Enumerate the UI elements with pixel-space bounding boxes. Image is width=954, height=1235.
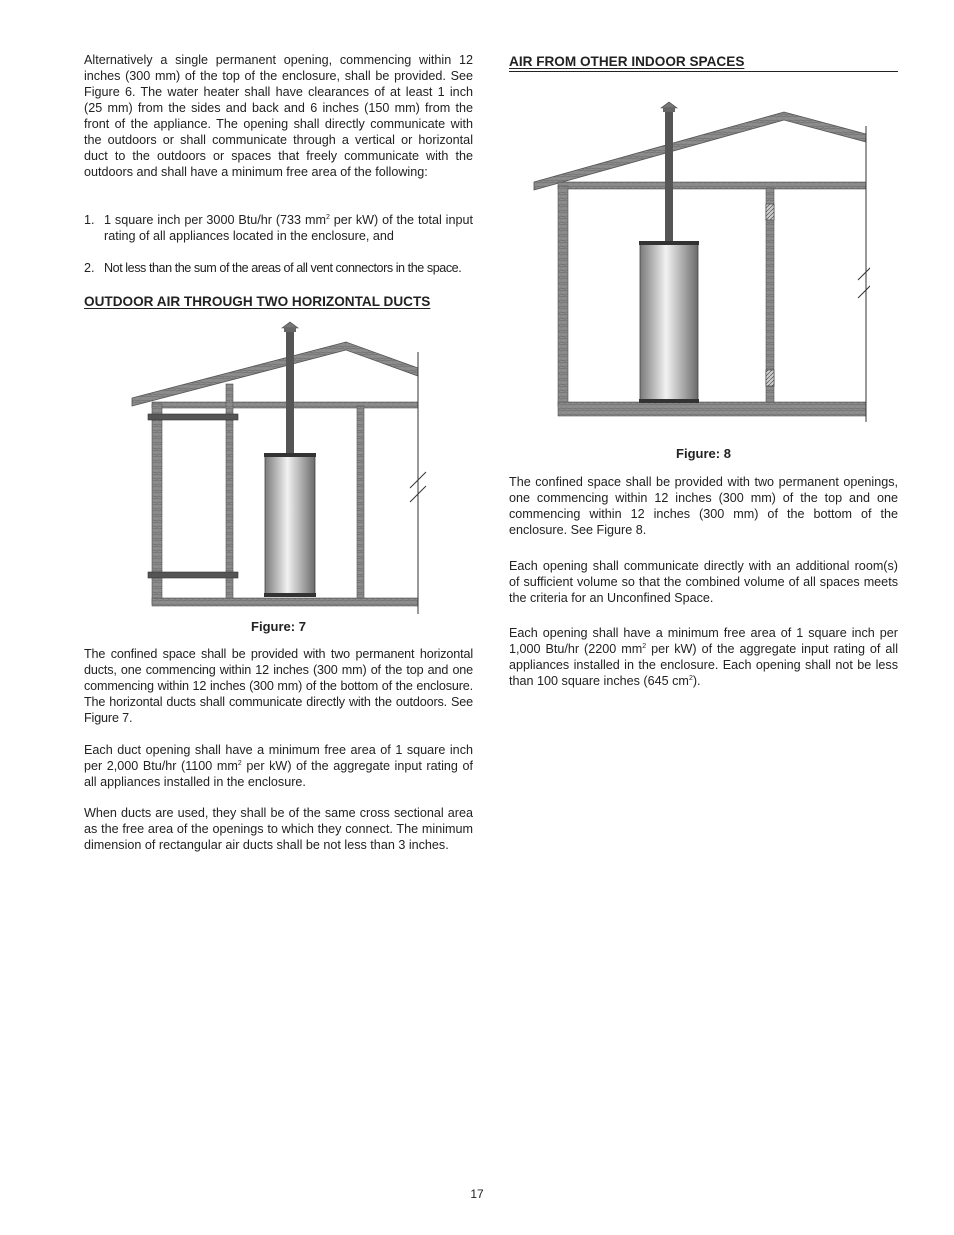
section-heading-indoor-spaces: AIR FROM OTHER INDOOR SPACES (509, 54, 745, 69)
figure-8-caption: Figure: 8 (676, 446, 731, 461)
heading-rule (509, 71, 898, 72)
horizontal-ducts-paragraph: The confined space shall be provided with two permanent horizontal ducts, one commencing within 12 inches (300 mm) of the top and one commencing within 12 inches (300 mm) of the bottom of the enclosure. The horizontal ducts shall communicate directly with the outdoors. See Figure 7. (84, 647, 473, 725)
figure-8-illustration (530, 100, 870, 430)
section-heading-horizontal-ducts: OUTDOOR AIR THROUGH TWO HORIZONTAL DUCTS (84, 294, 431, 309)
page-number: 17 (470, 1187, 484, 1201)
duct-size-paragraph: When ducts are used, they shall be of the same cross sectional area as the free area of the openings to which they connect. The minimum dimension of rectangular air ducts shall be not less than 3 inches. (84, 806, 473, 852)
figure-7-illustration (128, 320, 428, 616)
figure-7-caption: Figure: 7 (251, 619, 306, 634)
list-number: 1. (84, 213, 95, 227)
list-item (84, 260, 473, 278)
intro-paragraph: Alternatively a single permanent opening, commencing within 12 inches (300 mm) of the top of the enclosure, shall be provided. See Figure 6. The water heater shall have clearances of at least 1 inch (25 mm) from the sides and back and 6 inches (150 mm) from the front of the appliance. The opening shall directly communicate with the outdoors or shall communicate through a vertical or horizontal duct to the outdoors or spaces that freely communicate with the outdoors and shall have a minimum free area of the following: (84, 53, 473, 179)
confined-space-openings-paragraph: The confined space shall be provided with two permanent openings, one commencing within 12 inches (300 mm) of the top and one commencing within 12 inches (300 mm) of the bottom of the enclosure. See Figure 8. (509, 475, 898, 537)
list-item (84, 212, 473, 246)
list-text: 1 square inch per 3000 Btu/hr (733 $mm^2$ per kW) of the total input rating of all appliances located in the enclosure, and (104, 213, 473, 243)
additional-room-paragraph: Each opening shall communicate directly with an additional room(s) of sufficient volume so that the combined volume of all spaces meets the criteria for an Unconfined Space. (509, 559, 898, 605)
list-number: 2. (84, 261, 95, 275)
list-text: Not less than the sum of the areas of all vent connectors in the space. (104, 261, 462, 275)
duct-opening-paragraph: Each duct opening shall have a minimum free area of 1 square inch per 2,000 Btu/hr (1100 $mm^2$ per kW) of the aggregate input rating of all appliances installed in the enclosure. (84, 743, 473, 789)
opening-area-paragraph: Each opening shall have a minimum free area of 1 square inch per 1,000 Btu/hr (2200 $mm^2$ per kW) of the aggregate input rating of all appliances installed in the enclosure. Each opening shall not be less than 100 square inches (645 $cm^2$). (509, 626, 898, 688)
